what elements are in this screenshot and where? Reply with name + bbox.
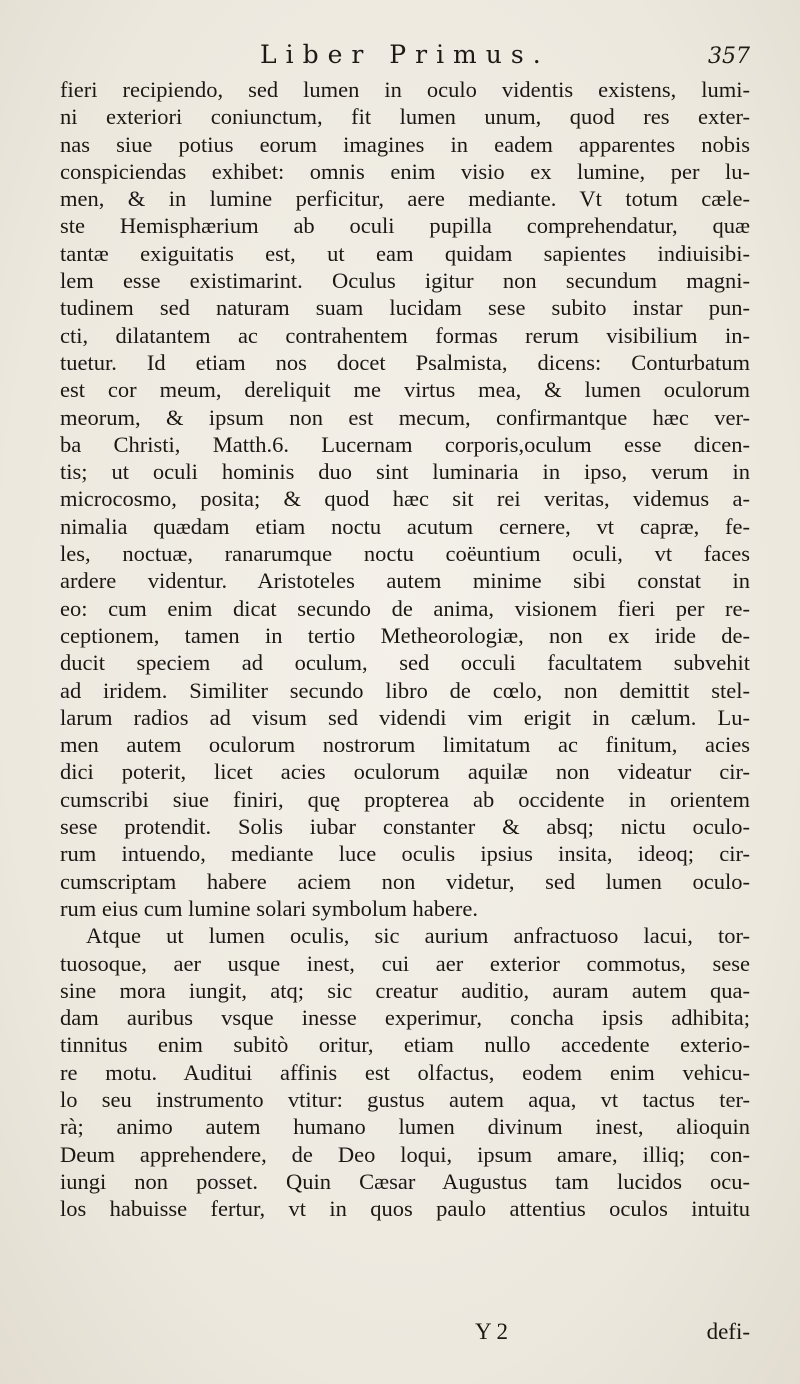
text-line: rà; animo autem humano lumen divinum inest, alioquin xyxy=(60,1114,750,1140)
text-line: cumscribi siue finiri, quę propterea ab occidente in orientem xyxy=(60,786,750,812)
text-line: meorum, & ipsum non est mecum, confirmantque hæc ver- xyxy=(60,404,750,430)
text-line: ste Hemisphærium ab oculi pupilla comprehendatur, quæ xyxy=(60,213,750,239)
catchword: defi- xyxy=(706,1319,750,1344)
text-line: cti, dilatantem ac contrahentem formas rerum visibilium in- xyxy=(60,322,750,348)
signature-mark: Y 2 xyxy=(475,1319,509,1344)
text-line: Deum apprehendere, de Deo loqui, ipsum amare, illiq; con- xyxy=(60,1141,750,1167)
text-line: tis; ut oculi hominis duo sint luminaria in ipso, verum in xyxy=(60,459,750,485)
text-line: rum intuendo, mediante luce oculis ipsius insita, ideoq; cir- xyxy=(60,841,750,867)
text-line: ceptionem, tamen in tertio Metheorologiæ, non ex iride de- xyxy=(60,622,750,648)
page-footer xyxy=(60,1319,750,1349)
running-head xyxy=(60,40,750,76)
text-line: men, & in lumine perficitur, aere mediante. Vt totum cæle- xyxy=(60,186,750,212)
text-line: men autem oculorum nostrorum limitatum ac finitum, acies xyxy=(60,732,750,758)
text-line: larum radios ad visum sed videndi vim erigit in cælum. Lu- xyxy=(60,704,750,730)
text-line: conspiciendas exhibet: omnis enim visio ex lumine, per lu- xyxy=(60,158,750,184)
text-line: rum eius cum lumine solari symbolum habere. xyxy=(60,895,479,921)
text-line: fieri recipiendo, sed lumen in oculo videntis existens, lumi- xyxy=(60,77,750,102)
text-line: tudinem sed naturam suam lucidam sese subito instar pun- xyxy=(60,295,750,321)
text-line: lem esse existimarint. Oculus igitur non secundum magni- xyxy=(60,268,750,294)
text-line: tinnitus enim subitò oritur, etiam nullo accedente exterio- xyxy=(60,1032,750,1058)
text-line: Atque ut lumen oculis, sic aurium anfractuoso lacui, tor- xyxy=(86,923,750,949)
text-line: ducit speciem ad oculum, sed occuli facultatem subvehit xyxy=(60,650,750,676)
text-line: tantæ exiguitatis est, ut eam quidam sapientes indiuisibi- xyxy=(60,240,750,266)
text-line: eo: cum enim dicat secundo de anima, visionem fieri per re- xyxy=(60,595,750,621)
text-line: microcosmo, posita; & quod hæc sit rei veritas, videmus a- xyxy=(60,486,750,512)
text-line: dici poterit, licet acies oculorum aquilæ non videatur cir- xyxy=(60,759,750,785)
text-line: re motu. Auditui affinis est olfactus, eodem enim vehicu- xyxy=(60,1059,750,1085)
text-line: ad iridem. Similiter secundo libro de cœlo, non demittit stel- xyxy=(60,677,750,703)
text-line: tuosoque, aer usque inest, cui aer exterior commotus, sese xyxy=(60,950,750,976)
text-line: dam auribus vsque inesse experimur, concha ipsis adhibita; xyxy=(60,1005,750,1031)
text-line: tuetur. Id etiam nos docet Psalmista, dicens: Conturbatum xyxy=(60,349,750,375)
body-text xyxy=(60,76,750,1222)
text-line: lo seu instrumento vtitur: gustus autem aqua, vt tactus ter- xyxy=(60,1086,750,1112)
page-number: 357 xyxy=(708,44,750,69)
text-line: nimalia quædam etiam noctu acutum cernere, vt capræ, fe- xyxy=(60,513,750,539)
text-line: ardere videntur. Aristoteles autem minime sibi constat in xyxy=(60,568,750,594)
text-line: ni exteriori coniunctum, fit lumen unum, quod res exter- xyxy=(60,104,750,130)
text-line: sine mora iungit, atq; sic creatur auditio, auram autem qua- xyxy=(60,977,750,1003)
text-line: ba Christi, Matth.6. Lucernam corporis,oculum esse dicen- xyxy=(60,431,750,457)
text-line: sese protendit. Solis iubar constanter & absq; nictu oculo- xyxy=(60,814,750,840)
text-line: les, noctuæ, ranarumque noctu coëuntium oculi, vt faces xyxy=(60,541,750,567)
text-line: est cor meum, dereliquit me virtus mea, & lumen oculorum xyxy=(60,377,750,403)
running-title: Liber Primus. xyxy=(260,40,550,69)
text-line: cumscriptam habere aciem non videtur, sed lumen oculo- xyxy=(60,868,750,894)
text-line: los habuisse fertur, vt in quos paulo attentius oculos intuitu xyxy=(60,1196,750,1222)
text-line: iungi non posset. Quin Cæsar Augustus tam lucidos ocu- xyxy=(60,1168,750,1194)
text-line: nas siue potius eorum imagines in eadem apparentes nobis xyxy=(60,131,750,157)
